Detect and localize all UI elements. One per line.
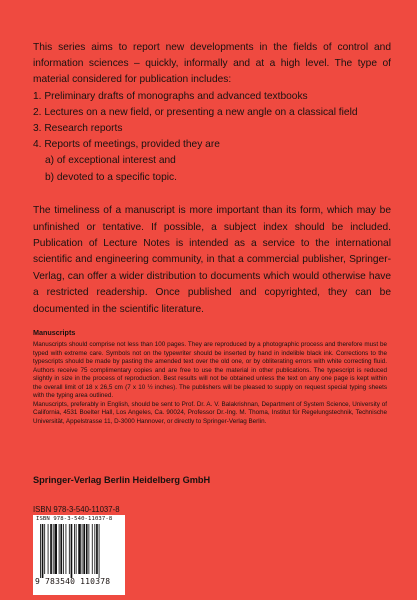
barcode-bar xyxy=(92,524,93,574)
barcode-bar xyxy=(99,524,100,578)
barcode-bar xyxy=(78,524,81,574)
list-item: b) devoted to a specific topic. xyxy=(45,171,177,183)
barcode-bar xyxy=(86,524,88,574)
barcode-bar xyxy=(83,524,85,574)
barcode-bar xyxy=(53,524,54,574)
list-item: 4. Reports of meetings, provided they are xyxy=(33,139,220,151)
barcode-bar xyxy=(59,524,60,574)
barcode-digits: 9 783540 110378 xyxy=(35,577,111,586)
barcode-bar xyxy=(60,524,62,574)
barcode-bar xyxy=(44,524,45,574)
material-list xyxy=(33,89,391,154)
timeliness-paragraph: The timeliness of a manuscript is more important than its form, which may be unfinished or tentative. If possible, a subject index should be included. Publication of Lecture Notes is intended as a service to the international scientific and engineering community, in that a commercial publisher, Springer-Verlag, can offer a wider distribution to documents which would otherwise have a restricted readership. Once published and copyrighted, they can be documented in the scientific literature. xyxy=(33,205,391,315)
barcode-bar xyxy=(66,524,67,574)
barcode-bar xyxy=(71,524,73,578)
manuscripts-address-paragraph: Manuscripts, preferably in English, should be sent to Prof. Dr. A. V. Balakrishnan, Department of System Science, University of California, 4531 Boelter Hall, Los Angeles, Ca. 90024, Professor Dr.-Ing. M. Thoma, Institut für Regelungstechnik, Technische Universität, Appelstrasse 11, D-3000 Hannover, or directly to Springer-Verlag Berlin. xyxy=(33,400,387,425)
barcode-bar xyxy=(69,524,70,574)
manuscripts-body xyxy=(33,341,387,426)
barcode-bar xyxy=(63,524,64,574)
publisher-name: Springer-Verlag Berlin Heidelberg GmbH xyxy=(33,475,211,485)
barcode-bar xyxy=(88,524,89,574)
barcode-bar xyxy=(82,524,83,574)
barcode xyxy=(33,515,125,595)
barcode-bar xyxy=(74,524,75,574)
series-intro-text: This series aims to report new developments in the fields of control and information sciences – quickly, informally and at a high level. The type of material considered for publication includes: xyxy=(33,42,391,86)
meeting-criteria-list xyxy=(33,153,391,185)
list-item: a) of exceptional interest and xyxy=(45,155,176,167)
list-item: 3. Research reports xyxy=(33,123,123,135)
barcode-isbn-text: ISBN 978-3-540-11037-8 xyxy=(36,516,113,522)
barcode-bar xyxy=(48,524,49,574)
barcode-bar xyxy=(40,524,41,578)
barcode-bar xyxy=(76,524,77,574)
barcode-bar xyxy=(96,524,98,574)
series-description xyxy=(33,40,391,186)
list-item: 1. Preliminary drafts of monographs and advanced textbooks xyxy=(33,90,308,102)
list-item: 2. Lectures on a new field, or presenting a new angle on a classical field xyxy=(33,106,358,118)
barcode-bar xyxy=(42,524,44,578)
barcode-bar xyxy=(50,524,52,574)
manuscripts-heading: Manuscripts xyxy=(33,328,76,337)
barcode-bar xyxy=(54,524,57,574)
isbn-text: ISBN 978-3-540-11037-8 xyxy=(33,505,120,514)
barcode-bars xyxy=(40,524,120,578)
manuscripts-paragraph: Manuscripts should comprise not less than 100 pages. They are reproduced by a photographic process and therefore must be typed with extreme care. Symbols not on the typewriter should be inserted by hand in indelible black ink. Corrections to the typescripts should be made by pasting the amended text over the old one, or by obliterating errors with white correcting fluid. Authors receive 75 complimentary copies and are free to use the material in other publications. The typescript is reduced slightly in size in the process of reproduction. Best results will not be obtained unless the text on any one page is kept within the overall limit of 18 x 26,5 cm (7 x 10 ½ inches). The publishers will be pleased to supply on request special typing sheets with the typing area outlined. xyxy=(33,341,387,400)
barcode-bar xyxy=(94,524,95,574)
